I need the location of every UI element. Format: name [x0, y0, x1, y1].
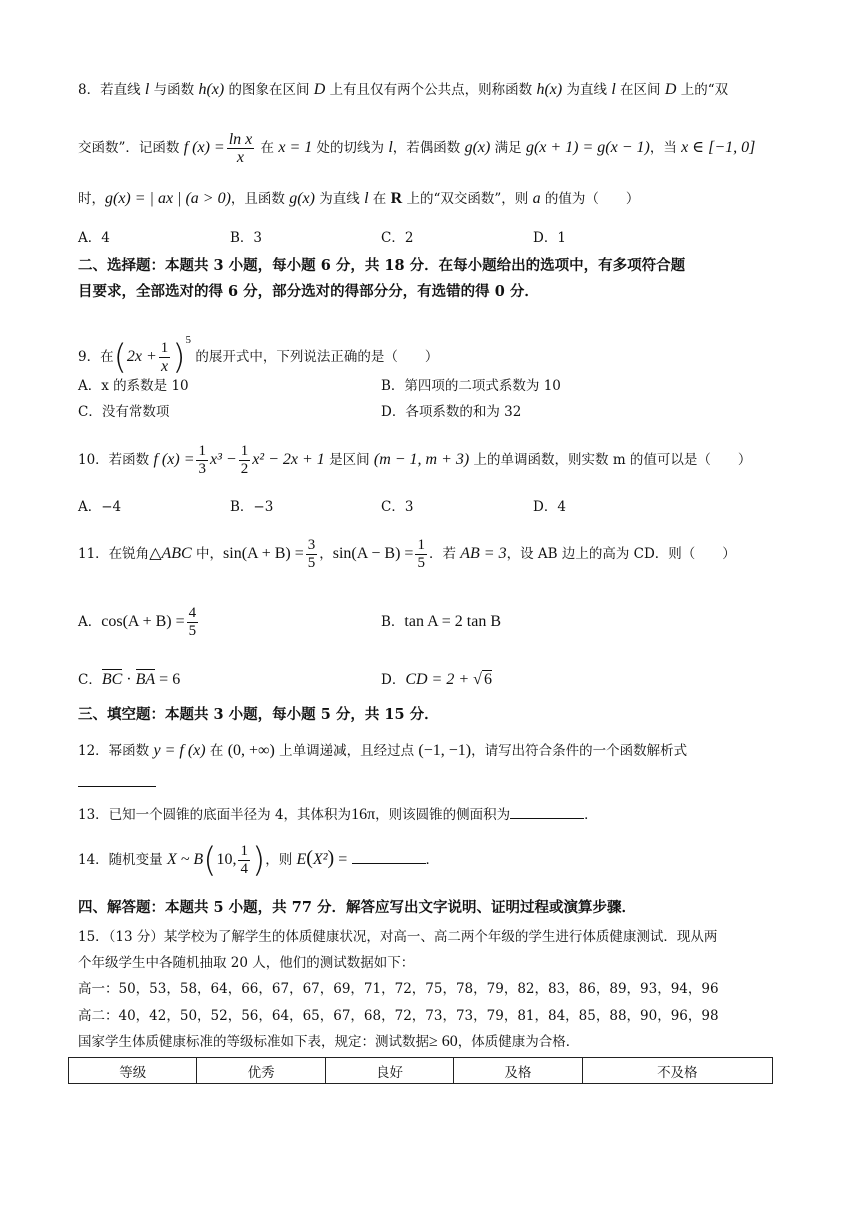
table-header-cell: 及格: [454, 1058, 582, 1084]
text: 时，: [78, 191, 105, 207]
paren: ): [172, 337, 186, 378]
text: ．: [425, 852, 440, 868]
math: g(x): [289, 190, 315, 207]
q13-stem: [78, 804, 790, 825]
text: 为直线: [562, 82, 612, 98]
math: X²: [312, 851, 328, 868]
q15-line-5: [78, 1032, 790, 1052]
fraction: [415, 537, 427, 572]
q10-option-d: D．4: [533, 499, 566, 515]
math: x ∈ [−1, 0]: [681, 139, 756, 156]
math: l: [388, 139, 393, 156]
text: 的值为（ ）: [540, 191, 640, 207]
math: l: [144, 81, 150, 98]
text: 8．若直线: [78, 82, 145, 98]
fraction: [239, 443, 251, 478]
q9-option-d: D．各项系数的和为 32: [381, 404, 522, 420]
denominator: 2: [240, 461, 249, 477]
math: R: [390, 190, 403, 207]
denominator: x: [236, 149, 245, 166]
denominator: 5: [188, 623, 197, 639]
text: 13．已知一个圆锥的底面半径为 4，其体积为: [78, 807, 352, 823]
q8-option-c: C．2: [381, 230, 414, 246]
paren: (: [306, 847, 313, 869]
text: ．: [584, 807, 598, 823]
math: E: [296, 851, 307, 868]
text: ．若: [428, 546, 461, 562]
math: l: [611, 81, 616, 98]
q12-answer-blank: [78, 772, 156, 793]
q8-line-1: [78, 80, 790, 100]
text: 11．在锐角: [78, 546, 150, 562]
text: A．: [78, 614, 102, 630]
text: 在: [205, 743, 228, 759]
math: AB = 3: [460, 545, 507, 562]
vector: BA: [135, 671, 156, 688]
q12-stem: [78, 741, 790, 761]
q11-option-c: [78, 670, 180, 690]
text: ，体质健康为合格．: [457, 1034, 580, 1050]
numerator: 1: [160, 340, 169, 356]
math: =: [334, 851, 348, 868]
text: 在: [368, 191, 391, 207]
text: 14．随机变量: [78, 852, 167, 868]
numerator: 4: [188, 605, 197, 621]
answer-blank: [510, 804, 584, 819]
math: h(x): [198, 81, 225, 98]
paren: (: [113, 337, 127, 378]
grade-standard-table: [68, 1057, 773, 1084]
radicand: 6: [483, 671, 492, 688]
math: X ~ B: [166, 851, 204, 868]
math: g(x): [464, 139, 491, 156]
math: (m − 1, m + 3): [373, 451, 470, 468]
fraction: [238, 843, 250, 878]
math: 16π: [351, 806, 376, 823]
text: ，则该圆锥的侧面积为: [375, 807, 511, 823]
q9-option-c: C．没有常数项: [78, 404, 170, 420]
q8-option-b: B．3: [230, 230, 263, 246]
q10-option-b: B．−3: [230, 499, 274, 515]
text: 满足: [490, 140, 526, 156]
q11-stem: [78, 532, 790, 576]
q8-line-2: [78, 128, 790, 168]
fraction: [196, 443, 208, 478]
text: 10．若函数: [78, 452, 154, 468]
q10-option-c: C．3: [381, 499, 414, 515]
math: y = f (x): [153, 742, 206, 759]
text: ，: [319, 546, 333, 562]
q11-option-a: [78, 602, 200, 642]
table-header-cell: 优秀: [197, 1058, 325, 1084]
math: = 6: [155, 671, 181, 688]
fraction: [227, 131, 255, 166]
q10-stem: [78, 440, 790, 480]
text: 上单调递减，且经过点: [274, 743, 419, 759]
text: 的图象在区间: [224, 82, 314, 98]
text: ，且函数: [230, 191, 290, 207]
math: (0, +∞): [227, 742, 275, 759]
table-header-cell: 等级: [69, 1058, 197, 1084]
math: sin(A − B) =: [332, 545, 414, 562]
denominator: 5: [307, 555, 316, 571]
denominator: 4: [240, 861, 248, 877]
numerator: 1: [198, 443, 206, 459]
math: h(x): [536, 81, 563, 98]
text: 处的切线为: [312, 140, 389, 156]
numerator: 3: [307, 537, 316, 553]
paren: ): [327, 847, 335, 869]
text: 在: [256, 140, 279, 156]
table-row: [69, 1058, 773, 1084]
denominator: 5: [417, 555, 425, 571]
text: 与函数: [149, 82, 199, 98]
numerator: 1: [417, 537, 425, 553]
text: 上的单调函数，则实数 m 的值可以是（ ）: [469, 452, 752, 468]
section-2-heading-line-2: 目要求，全部选对的得 6 分，部分选对的得部分分，有选错的得 0 分．: [78, 283, 539, 300]
numerator: 1: [240, 843, 248, 859]
math: 2x +: [126, 348, 157, 365]
text: ，请写出符合条件的一个函数解析式: [471, 743, 688, 759]
math: sin(A + B) =: [223, 545, 304, 562]
text: C．: [78, 672, 102, 688]
q9-option-b: B．第四项的二项式系数为 10: [381, 378, 561, 394]
text: 的展开式中，下列说法正确的是（ ）: [195, 349, 439, 365]
math: l: [364, 190, 369, 207]
math: (−1, −1): [418, 742, 472, 759]
text: 是区间: [324, 452, 374, 468]
q9-stem: [78, 318, 790, 379]
text: ，设 AB 边上的高为 CD．则（ ）: [506, 546, 736, 562]
math: tan A = 2 tan B: [404, 613, 501, 630]
fraction: [187, 605, 199, 640]
denominator: 3: [198, 461, 206, 477]
table-header-cell: 不及格: [582, 1058, 772, 1084]
table-header-cell: 良好: [325, 1058, 453, 1084]
exponent: 5: [185, 334, 192, 346]
text: 上的“双交函数”，则: [402, 191, 533, 207]
blank-line: [78, 772, 156, 787]
section-2-heading-line-1: 二、选择题：本题共 3 小题，每小题 6 分，共 18 分．在每小题给出的选项中，有多项符合题: [78, 257, 686, 274]
text: D．: [381, 672, 406, 688]
text: 12．幂函数: [78, 743, 154, 759]
math: D: [313, 81, 326, 98]
q10-option-a: A．−4: [78, 499, 122, 515]
text: 为直线: [314, 191, 365, 207]
section-4-heading: 四、解答题：本题共 5 小题，共 77 分．解答应写出文字说明、证明过程或演算步骤．: [78, 899, 636, 916]
math: x = 1: [278, 139, 313, 156]
section-3-heading: 三、填空题：本题共 3 小题，每小题 5 分，共 15 分．: [78, 706, 439, 723]
math: f (x) =: [153, 451, 195, 468]
fraction: [159, 340, 171, 375]
text: 在区间: [615, 82, 665, 98]
math: △ABC: [149, 545, 192, 562]
math: f (x) =: [183, 139, 225, 156]
sqrt-sign: √: [473, 671, 482, 688]
q15-line-2: 个年级学生中各随机抽取 20 人，他们的测试数据如下：: [78, 955, 415, 971]
math: cos(A + B) =: [101, 613, 185, 630]
denominator: x: [160, 358, 169, 375]
q9-option-a: A．x 的系数是 10: [78, 378, 189, 394]
text: 9．在: [78, 349, 114, 365]
math: g(x) = | ax | (a > 0): [105, 190, 231, 207]
text: ，若偶函数: [392, 140, 465, 156]
q14-stem: [78, 836, 790, 882]
q15-data-grade-2: 高二：40，42，50，52，56，64，65，67，68，72，73，73，79，81，84，85，88，90，96，98: [78, 1008, 719, 1024]
math: ≥ 60: [429, 1033, 458, 1050]
q15-line-1: 15．（13 分）某学校为了解学生的体质健康状况，对高一、高二两个年级的学生进行体质健康测试．现从两: [78, 929, 718, 945]
vector: BC: [101, 671, 123, 688]
math: a: [532, 190, 541, 207]
answer-blank: [352, 849, 426, 864]
text: 中，: [191, 546, 224, 562]
math: CD = 2 +: [405, 671, 474, 688]
math: D: [664, 81, 677, 98]
math: g(x + 1) = g(x − 1): [525, 139, 650, 156]
text: ，则: [265, 852, 297, 868]
text: ，当: [649, 140, 682, 156]
math: ·: [122, 671, 136, 688]
q15-data-grade-1: 高一：50，53，58，64，66，67，67，69，71，72，75，78，79，82，83，86，89，93，94，96: [78, 981, 719, 997]
text: 交函数”．记函数: [78, 140, 184, 156]
math: 10,: [216, 851, 237, 868]
paren: ): [251, 840, 266, 881]
text: 上有且仅有两个公共点，则称函数: [325, 82, 537, 98]
numerator: 1: [240, 443, 249, 459]
q8-option-a: A．4: [78, 230, 110, 246]
paren: (: [203, 840, 217, 881]
text: 上的“双: [676, 82, 729, 98]
numerator: ln x: [228, 131, 253, 148]
q11-option-b: [381, 612, 501, 632]
text: 国家学生体质健康标准的等级标准如下表，规定：测试数据: [78, 1034, 429, 1050]
q8-option-d: D．1: [533, 230, 566, 246]
q11-option-d: [381, 670, 492, 690]
q8-line-3: [78, 189, 790, 209]
fraction: [306, 537, 318, 572]
math: x³ −: [209, 451, 237, 468]
math: x² − 2x + 1: [252, 451, 325, 468]
text: B．: [381, 614, 405, 630]
